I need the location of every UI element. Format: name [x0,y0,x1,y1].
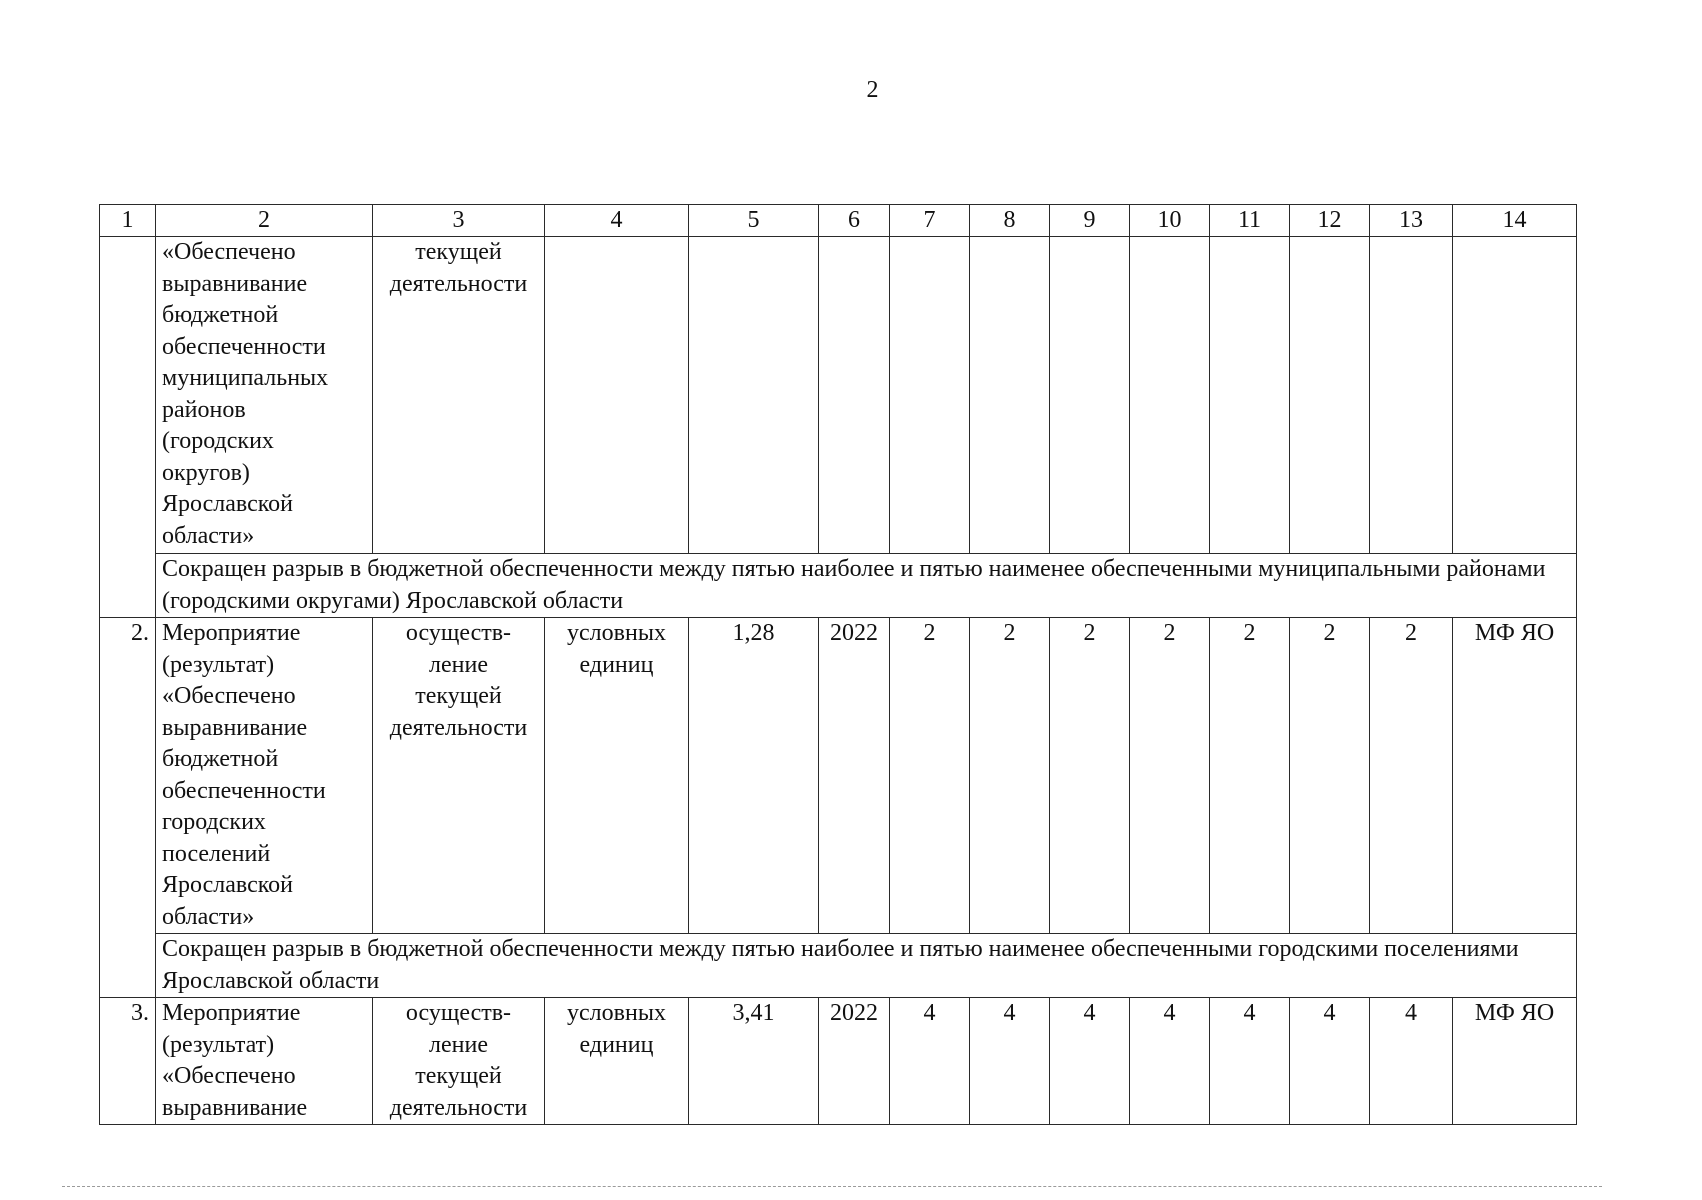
year-value-cell [1050,237,1130,554]
base-year-cell [819,237,890,554]
responsible-cell: МФ ЯО [1453,998,1577,1125]
table-row [100,618,1577,934]
year-value-cell [970,237,1050,554]
responsible-cell: МФ ЯО [1453,618,1577,934]
row-number-cell: 3. [100,998,156,1125]
year-value-cell [1130,237,1210,554]
responsible-cell [1453,237,1577,554]
column-number-cell: 12 [1290,205,1370,237]
measure-name-cell: Мероприятие (результат) «Обеспечено выравнивание бюджетной обеспеченности городских поселений Ярославской области» [156,618,373,934]
column-number-cell: 1 [100,205,156,237]
year-value-cell: 4 [890,998,970,1125]
column-number-cell: 5 [689,205,819,237]
column-number-cell: 7 [890,205,970,237]
column-number-cell: 13 [1370,205,1453,237]
year-value-cell: 2 [890,618,970,934]
year-value-cell: 2 [1210,618,1290,934]
measure-type-cell: осуществ- ление текущей деятельности [373,998,545,1125]
measure-name-cell: «Обеспечено выравнивание бюджетной обеспеченности муниципальных районов (городских округов) Ярославской области» [156,237,373,554]
column-number-cell: 2 [156,205,373,237]
column-number-cell: 4 [545,205,689,237]
measure-type-cell: осуществ- ление текущей деятельности [373,618,545,934]
column-number-cell: 14 [1453,205,1577,237]
column-number-cell: 8 [970,205,1050,237]
base-value-cell: 1,28 [689,618,819,934]
row-number-cell: 2. [100,618,156,998]
year-value-cell: 4 [1290,998,1370,1125]
year-value-cell: 2 [1290,618,1370,934]
base-year-cell: 2022 [819,998,890,1125]
result-description-cell: Сокращен разрыв в бюджетной обеспеченности между пятью наиболее и пятью наименее обеспеченными муниципальными районами (городскими округами) Ярославской области [156,554,1577,618]
table-row [100,998,1577,1125]
year-value-cell: 4 [1050,998,1130,1125]
result-row [100,934,1577,998]
year-value-cell: 4 [970,998,1050,1125]
year-value-cell [1290,237,1370,554]
year-value-cell: 4 [1370,998,1453,1125]
year-value-cell: 4 [1130,998,1210,1125]
year-value-cell: 2 [1130,618,1210,934]
scan-edge-line [62,1186,1602,1187]
column-number-cell: 3 [373,205,545,237]
row-number-cell [100,237,156,618]
year-value-cell [1210,237,1290,554]
year-value-cell [890,237,970,554]
unit-cell: условных единиц [545,998,689,1125]
unit-cell [545,237,689,554]
result-row [100,554,1577,618]
year-value-cell: 2 [1050,618,1130,934]
base-value-cell [689,237,819,554]
measure-name-cell: Мероприятие (результат) «Обеспечено выравнивание [156,998,373,1125]
measure-type-cell: текущей деятельности [373,237,545,554]
result-description-cell: Сокращен разрыв в бюджетной обеспеченности между пятью наиболее и пятью наименее обеспеченными городскими поселениями Ярославской области [156,934,1577,998]
base-value-cell: 3,41 [689,998,819,1125]
base-year-cell: 2022 [819,618,890,934]
column-number-cell: 6 [819,205,890,237]
column-number-row [100,205,1577,237]
year-value-cell [1370,237,1453,554]
unit-cell: условных единиц [545,618,689,934]
year-value-cell: 2 [1370,618,1453,934]
column-number-cell: 10 [1130,205,1210,237]
year-value-cell: 4 [1210,998,1290,1125]
page-number: 2 [866,77,879,103]
year-value-cell: 2 [970,618,1050,934]
indicator-table [99,204,1577,1125]
column-number-cell: 9 [1050,205,1130,237]
table-row [100,237,1577,554]
column-number-cell: 11 [1210,205,1290,237]
